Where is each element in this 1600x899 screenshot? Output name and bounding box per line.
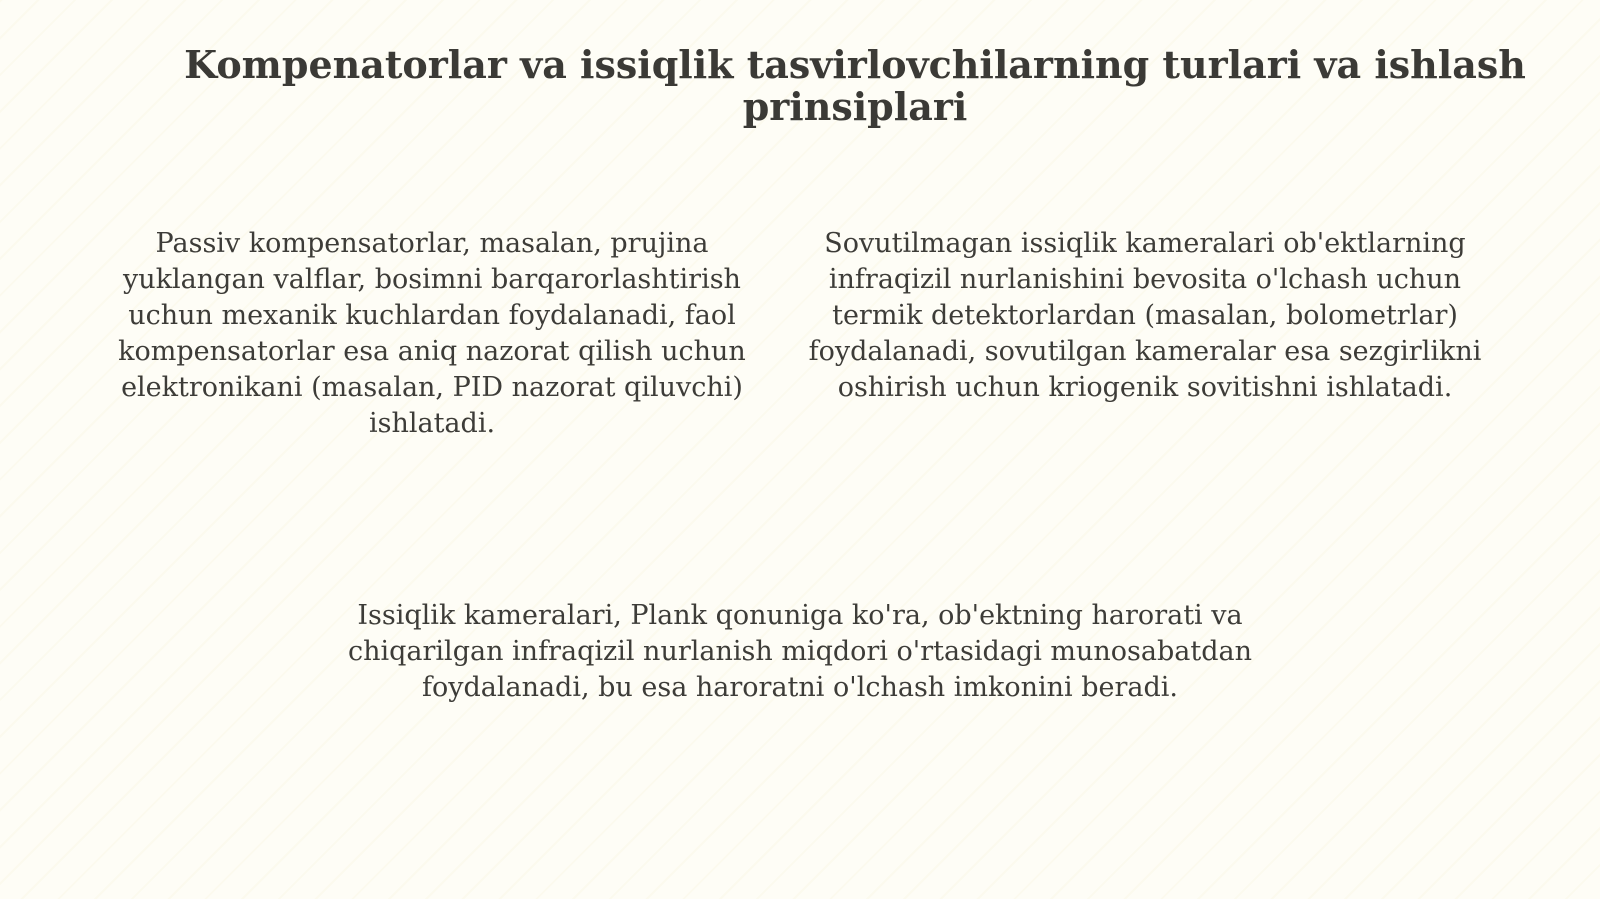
slide-title: Kompenatorlar va issiqlik tasvirlovchilarning turlari va ishlash prinsiplari (184, 42, 1526, 129)
paragraph-thermal-cameras: Sovutilmagan issiqlik kameralari ob'ektlarning infraqizil nurlanishini bevosita o'lchash uchun termik detektorlardan (masalan, bolometrlar) foydalanadi, sovutilgan kameralar esa sezgirlikni oshirish uchun kriogenik sovitishni ishlatadi. (808, 228, 1482, 403)
paragraph-compensators: Passiv kompensatorlar, masalan, prujina yuklangan valflar, bosimni barqarorlashtirish uchun mexanik kuchlardan foydalanadi, faol kompensatorlar esa aniq nazorat qilish uchun elektronikani (masalan, PID nazorat qiluvchi) ishlatadi. (118, 228, 746, 439)
paragraph-planck-law: Issiqlik kameralari, Plank qonuniga ko'ra, ob'ektning harorati va chiqarilgan infraqizil nurlanish miqdori o'rtasidagi munosabatdan foydalanadi, bu esa haroratni o'lchash imkonini beradi. (347, 600, 1253, 703)
